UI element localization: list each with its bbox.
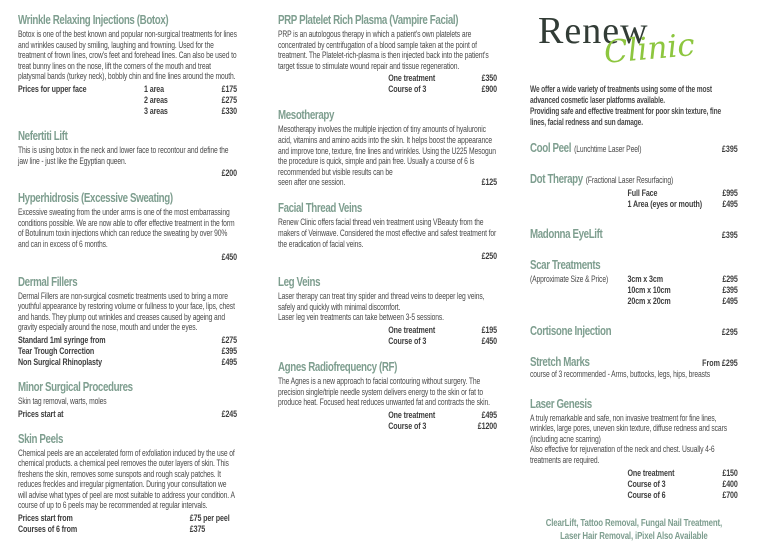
price-row [18,106,237,117]
price-row-price: £295 [722,274,738,285]
section-agnes-rf [278,359,497,432]
section-body: Skin tag removal, warts, moles [18,395,107,406]
price-row-price: £350 [481,73,497,85]
section-body: Laser therapy can treat tiny spider and thread veins to deeper leg veins, safely and quickly with minimal discomfort. [278,291,485,312]
price-row-price: £150 [722,467,738,479]
section-cool-peel [530,140,738,155]
section-body: PRP is an autologous therapy in which a patient's own platelets are concentrated by centrifugation of a blood sample taken at the point of treatment. The Platelet-rich-plasma is then injected back into the patient's target tissue to stimulate wound repair and tissue regeneration. [278,29,489,71]
price-row [278,410,497,421]
price-row-price: £495 [481,409,497,421]
price-row [530,188,738,199]
section-title: Laser Genesis [530,395,592,411]
price-row-price: £395 [221,345,237,357]
logo-renew-text: Renew [538,10,649,52]
price-row-price: £275 [221,94,237,106]
price-row-label: Courses of 6 from [18,524,78,536]
price-row [278,421,497,432]
price-row-price: £75 per peel [189,513,230,525]
price-row [530,468,738,479]
section-title: Leg Veins [278,274,321,290]
section-title: Skin Peels [18,430,64,446]
price-row-item: Course of 3 [627,478,666,490]
section-madonna-eyelift [530,226,738,241]
price-row [530,479,738,490]
price-row-item: Course of 3 [388,84,427,96]
section-dermal-fillers [18,274,237,368]
section-title: Stretch Marks [530,354,590,369]
price-row [18,252,237,263]
price-row [278,177,497,188]
section-body: Botox is one of the best known and popular non-surgical treatments for lines and wrinkles caused by smiling, laughing and frowning. Used for the treatment of frown lines, crow's feet and forehead lines. Can also be used to treat bunny lines on the nose, lift the corners of the mouth and treat platysmal bands (turkey neck), bobbly chin and fine lines around the mouth. [18,29,237,82]
price-row-item: One treatment [627,467,675,479]
footer-line: Laser Hair Removal, iPixel Also Available [560,529,708,542]
price-row [278,84,497,95]
price-row-price: £375 [189,524,206,536]
section-cortisone-injection [530,323,738,338]
price-row-label: Standard 1ml syringe from [18,334,106,346]
price-row [278,251,497,262]
column-right [530,10,738,543]
price-row-price: £275 [221,334,237,346]
clinic-logo [530,10,738,84]
price-row-label: (Approximate Size & Price) [530,274,609,284]
intro-line: Providing safe and effective treatment for poor skin texture, fine lines, facial redness and sun damage. [530,106,722,127]
section-scar-treatments [530,257,738,307]
price-row-item: Course of 3 [388,420,427,432]
section-title: Dermal Fillers [18,273,78,289]
section-body: A truly remarkable and safe, non invasive treatment for fine lines, wrinkles, large pores, uneven skin texture, diffuse redness and scars (including acne scarring) [530,412,727,444]
price-row-price: £395 [722,285,738,296]
price-row-price: £900 [481,84,497,96]
price-row-price: £495 [722,199,738,210]
price-row-item: One treatment [388,73,436,85]
price-row-price: £400 [722,478,738,490]
price-row-price: £245 [221,408,237,420]
price-row [18,409,237,420]
section-minor-surgical [18,379,237,420]
section-body: Laser leg vein treatments can take between 3-5 sessions. [278,312,444,323]
price-row-item: 3cm x 3cm [627,274,663,285]
price-row-price: £495 [722,296,738,307]
section-body: Also effective for rejuvenation of the neck and chest. Usually 4-6 treatments are required. [530,444,715,465]
intro-line: We offer a wide variety of treatments using some of the most advanced cosmetic laser platforms available. [530,84,712,105]
price-row-item: 1 Area (eyes or mouth) [627,199,702,210]
section-title: Wrinkle Relaxing Injections (Botox) [18,12,169,27]
price-row [530,490,738,501]
section-hyperhidrosis [18,190,237,262]
price-row-price: £450 [481,335,497,347]
price-row-price: £200 [221,168,237,180]
price-row [18,168,237,179]
price-row-price: £995 [722,188,738,199]
price-row [530,285,738,296]
logo-clinic-script: Clinic [602,27,697,71]
price-row [18,84,237,95]
price-row-label: Non Surgical Rhinoplasty [18,356,102,368]
price-row-label: Prices for upper face [18,83,87,95]
section-title: Mesotherapy [278,107,335,123]
price-row-label: Prices start from [18,513,73,525]
intro-paragraph [530,84,738,128]
section-title: Scar Treatments [530,257,601,272]
price-row-price: £125 [481,177,497,189]
price-row [18,524,237,535]
price-row [278,336,497,347]
price-row-item: Course of 6 [627,489,666,501]
price-row [18,346,237,357]
section-body: Mesotherapy involves the multiple injection of tiny amounts of hyaluronic acid, vitamins and amino acids into the skin. It helps boost the appearance and improve tone, texture, fine lines and wrinkles. Using the U225 Mesogun the procedure is quick, simple and pain free. Usually a course of 6 is recommended but visible results can be [278,124,496,177]
footer-line: ClearLift, Tattoo Removal, Fungal Nail Treatment, [545,516,723,529]
price-row [530,274,738,285]
price-row-price: £250 [481,251,497,263]
section-title: Agnes Radiofrequency (RF) [278,358,398,374]
price-row-item: Full Face [627,188,658,199]
section-title: Madonna EyeLift [530,226,603,241]
section-subtitle: (Fractional Laser Resurfacing) [585,175,674,185]
price-row [18,95,237,106]
price-row-price: £700 [722,489,738,501]
section-title: Cortisone Injection [530,323,612,338]
column-middle [278,12,497,444]
section-title: Dot Therapy [530,171,583,186]
price-row [18,335,237,346]
section-dot-therapy [530,171,738,210]
section-prp [278,12,497,95]
price-row [530,199,738,210]
section-nefertiti-lift [18,128,237,179]
price-row-price: £495 [221,356,237,368]
section-body: Excessive sweating from the under arms is one of the most embarrassing conditions possible. We are now able to offer effective treatment in the form of Botulinum toxin injections which can reduce the sweating by over 90% and can in excess of 6 months. [18,207,235,249]
price-row-label: Tear Trough Correction [18,345,95,357]
section-title: Cool Peel [530,140,572,155]
price-row-item: 1 area [144,83,164,95]
price-row [278,73,497,84]
section-laser-genesis [530,396,738,501]
price-row-item: 3 areas [144,105,168,117]
price-row [18,357,237,368]
section-price: £295 [721,327,738,338]
section-body: Dermal Fillers are non-surgical cosmetic treatments used to bring a more youthful appearance by restoring volume or fullness to your face, lips, chest and hands. They plump out wrinkles and creases caused by ageing and gravity especially around the nose, mouth and under the eyes. [18,290,235,333]
price-row-label: seen after one session. [278,177,346,188]
price-row-price: £450 [221,251,237,263]
section-price: £395 [721,144,738,155]
price-row-item: Course of 3 [388,335,427,347]
section-price: £395 [721,230,738,241]
price-row-price: £1200 [477,420,497,432]
price-row-price: £195 [481,324,497,336]
column-left [18,12,237,543]
section-body: Renew Clinic offers facial thread vein treatment using VBeauty from the makers of Veinwave. Considered the most effective and safest treatment for the eradication of facial veins. [278,217,497,249]
price-row [530,296,738,307]
price-row-price: £175 [221,83,237,95]
price-row-item: One treatment [388,324,436,336]
section-botox [18,12,237,117]
section-mesotherapy [278,107,497,188]
section-body: course of 3 recommended - Arms, buttocks, legs, hips, breasts [530,369,710,379]
section-title: Facial Thread Veins [278,200,362,216]
section-body: This is using botox in the neck and lower face to recontour and define the jaw line - just like the Egyptian queen. [18,144,229,166]
section-body: The Agnes is a new approach to facial contouring without surgery. The precision single/triple needle system delivers energy to the skin or fat to produce heat. Focused heat reduces unwanted fat and contracts the skin. [278,375,490,408]
section-title: PRP Platelet Rich Plasma (Vampire Facial) [278,12,459,27]
section-title: Nefertiti Lift [18,127,68,143]
section-title: Hyperhidrosis (Excessive Sweating) [18,190,173,206]
section-title: Minor Surgical Procedures [18,378,133,394]
section-skin-peels [18,431,237,536]
section-subtitle: (Lunchtime Laser Peel) [574,144,642,154]
also-available-footer [530,517,738,543]
price-row [278,325,497,336]
price-row-price: £330 [221,105,237,117]
price-row-item: 10cm x 10cm [627,285,671,296]
price-row [18,513,237,524]
price-row-item: 2 areas [144,94,168,106]
section-price: From £295 [702,358,738,369]
price-row-label: Prices start at [18,408,64,420]
section-stretch-marks [530,354,738,380]
section-facial-thread-veins [278,200,497,262]
section-leg-veins [278,274,497,347]
price-row-item: One treatment [388,409,436,421]
price-row-item: 20cm x 20cm [627,296,671,307]
section-body: Chemical peels are an accelerated form of exfoliation induced by the use of chemical products. a chemical peel removes the outer layers of skin. This freshens the skin, removes some sunspots and rough scaly patches. It reduces freckles and irregular pigmentation. During your consultation we will advise what types of peel are most suitable to address your condition. A course of up to 6 peels may be recommended at regular intervals. [18,447,235,511]
